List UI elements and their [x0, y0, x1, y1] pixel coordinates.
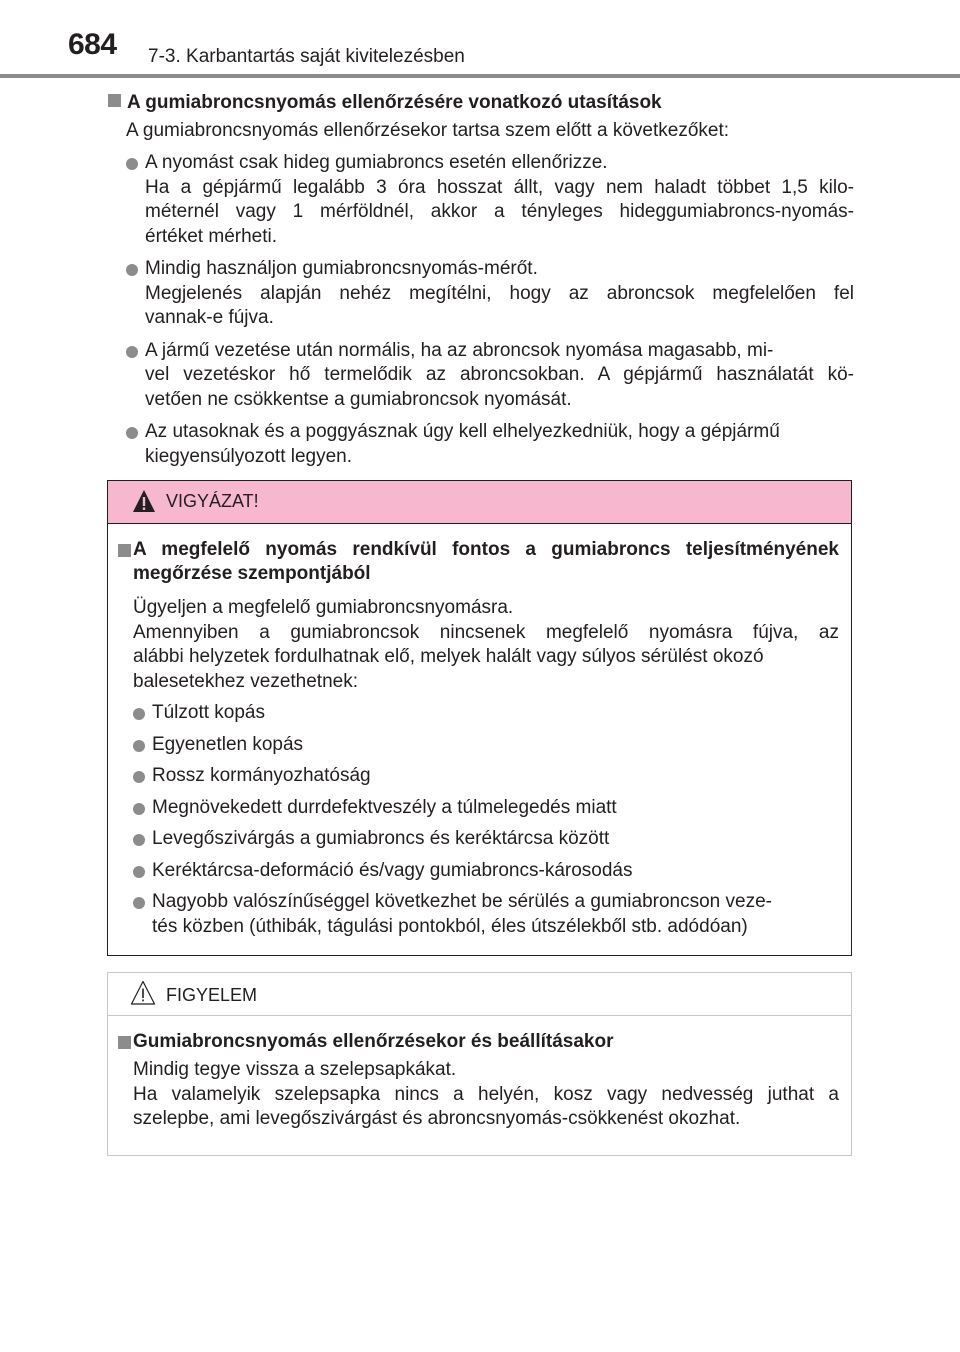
square-bullet-icon: [118, 1036, 131, 1049]
notice-header: [108, 973, 851, 1016]
notice-triangle-icon: [130, 980, 156, 1006]
caution-header: [108, 481, 851, 524]
main-section: [108, 91, 854, 469]
list-item: Nagyobb valószínűséggel következhet be sérülés a gumiabroncson veze- tés közben (úthibák, tágulási pontokból, éles útszélekből stb. adódóan): [133, 890, 839, 939]
header-rule: [0, 74, 960, 78]
square-bullet-icon: [108, 94, 121, 107]
list-item: Keréktárcsa-deformáció és/vagy gumiabroncs-károsodás: [133, 859, 839, 884]
notice-paragraph: Mindig tegye vissza a szelepsapkákat. Ha valamelyik szelepsapka nincs a helyén, kosz vagy nedvesség juthat a szelepbe, ami levegőszivárgást és abroncsnyomás-csökkenést okozhat.: [133, 1059, 839, 1129]
caution-bullet-list: [133, 701, 839, 939]
bullet-dot-icon: [133, 740, 145, 752]
bullet-dot-icon: [133, 803, 145, 815]
section-bullet-list: [126, 151, 854, 469]
caution-title: VIGYÁZAT!: [166, 491, 259, 511]
list-item: Rossz kormányozhatóság: [133, 764, 839, 789]
page-number: 684: [68, 28, 117, 61]
notice-heading: Gumiabroncsnyomás ellenőrzésekor és beállításakor: [118, 1030, 839, 1054]
bullet-dot-icon: [133, 834, 145, 846]
warning-triangle-icon: [132, 489, 156, 513]
chapter-title: 7-3. Karbantartás saját kivitelezésben: [148, 46, 465, 67]
caution-box: [107, 480, 852, 956]
list-item: A jármű vezetése után normális, ha az abroncsok nyomása magasabb, mi- vel vezetéskor hő termelődik az abroncsokban. A gépjármű használatát kö- vetően ne csökkentse a gumiabroncsok nyomását.: [126, 339, 854, 413]
bullet-dot-icon: [126, 346, 138, 358]
bullet-dot-icon: [126, 158, 138, 170]
bullet-dot-icon: [126, 427, 138, 439]
bullet-dot-icon: [126, 264, 138, 276]
bullet-dot-icon: [133, 866, 145, 878]
list-item: Túlzott kopás: [133, 701, 839, 726]
caution-heading: A megfelelő nyomás rendkívül fontos a gumiabroncs teljesítményének megőrzése szempontjából: [118, 538, 839, 586]
list-item: A nyomást csak hideg gumiabroncs esetén ellenőrizze. Ha a gépjármű legalább 3 óra hosszat állt, vagy nem haladt többet 1,5 kilo- méternél vagy 1 mérföldnél, akkor a tényleges hideggumiabroncs-nyomás- értéket mérheti.: [126, 151, 854, 249]
caution-paragraph: Ügyeljen a megfelelő gumiabroncsnyomásra. Amennyiben a gumiabroncsok nincsenek megfelelő nyomásra fújva, az alábbi helyzetek fordulhatnak elő, melyek halált vagy súlyos sérülést okozó balesetekhez vezethetnek:: [133, 597, 839, 692]
list-item: Egyenetlen kopás: [133, 733, 839, 758]
bullet-dot-icon: [133, 897, 145, 909]
notice-box: [107, 972, 852, 1156]
list-item: Levegőszivárgás a gumiabroncs és keréktárcsa között: [133, 827, 839, 852]
list-item: Mindig használjon gumiabroncsnyomás-mérőt. Megjelenés alapján nehéz megítélni, hogy az abroncsok megfelelően fel vannak-e fújva.: [126, 257, 854, 331]
list-item: Megnövekedett durrdefektveszély a túlmelegedés miatt: [133, 796, 839, 821]
bullet-dot-icon: [133, 708, 145, 720]
square-bullet-icon: [118, 544, 131, 557]
bullet-dot-icon: [133, 771, 145, 783]
list-item: Az utasoknak és a poggyásznak úgy kell elhelyezkedniük, hogy a gépjármű kiegyensúlyozott legyen.: [126, 420, 854, 469]
notice-title: FIGYELEM: [166, 985, 258, 1005]
section-heading: A gumiabroncsnyomás ellenőrzésére vonatkozó utasítások: [108, 91, 854, 115]
section-intro: A gumiabroncsnyomás ellenőrzésekor tartsa szem előtt a következőket:: [126, 120, 730, 141]
